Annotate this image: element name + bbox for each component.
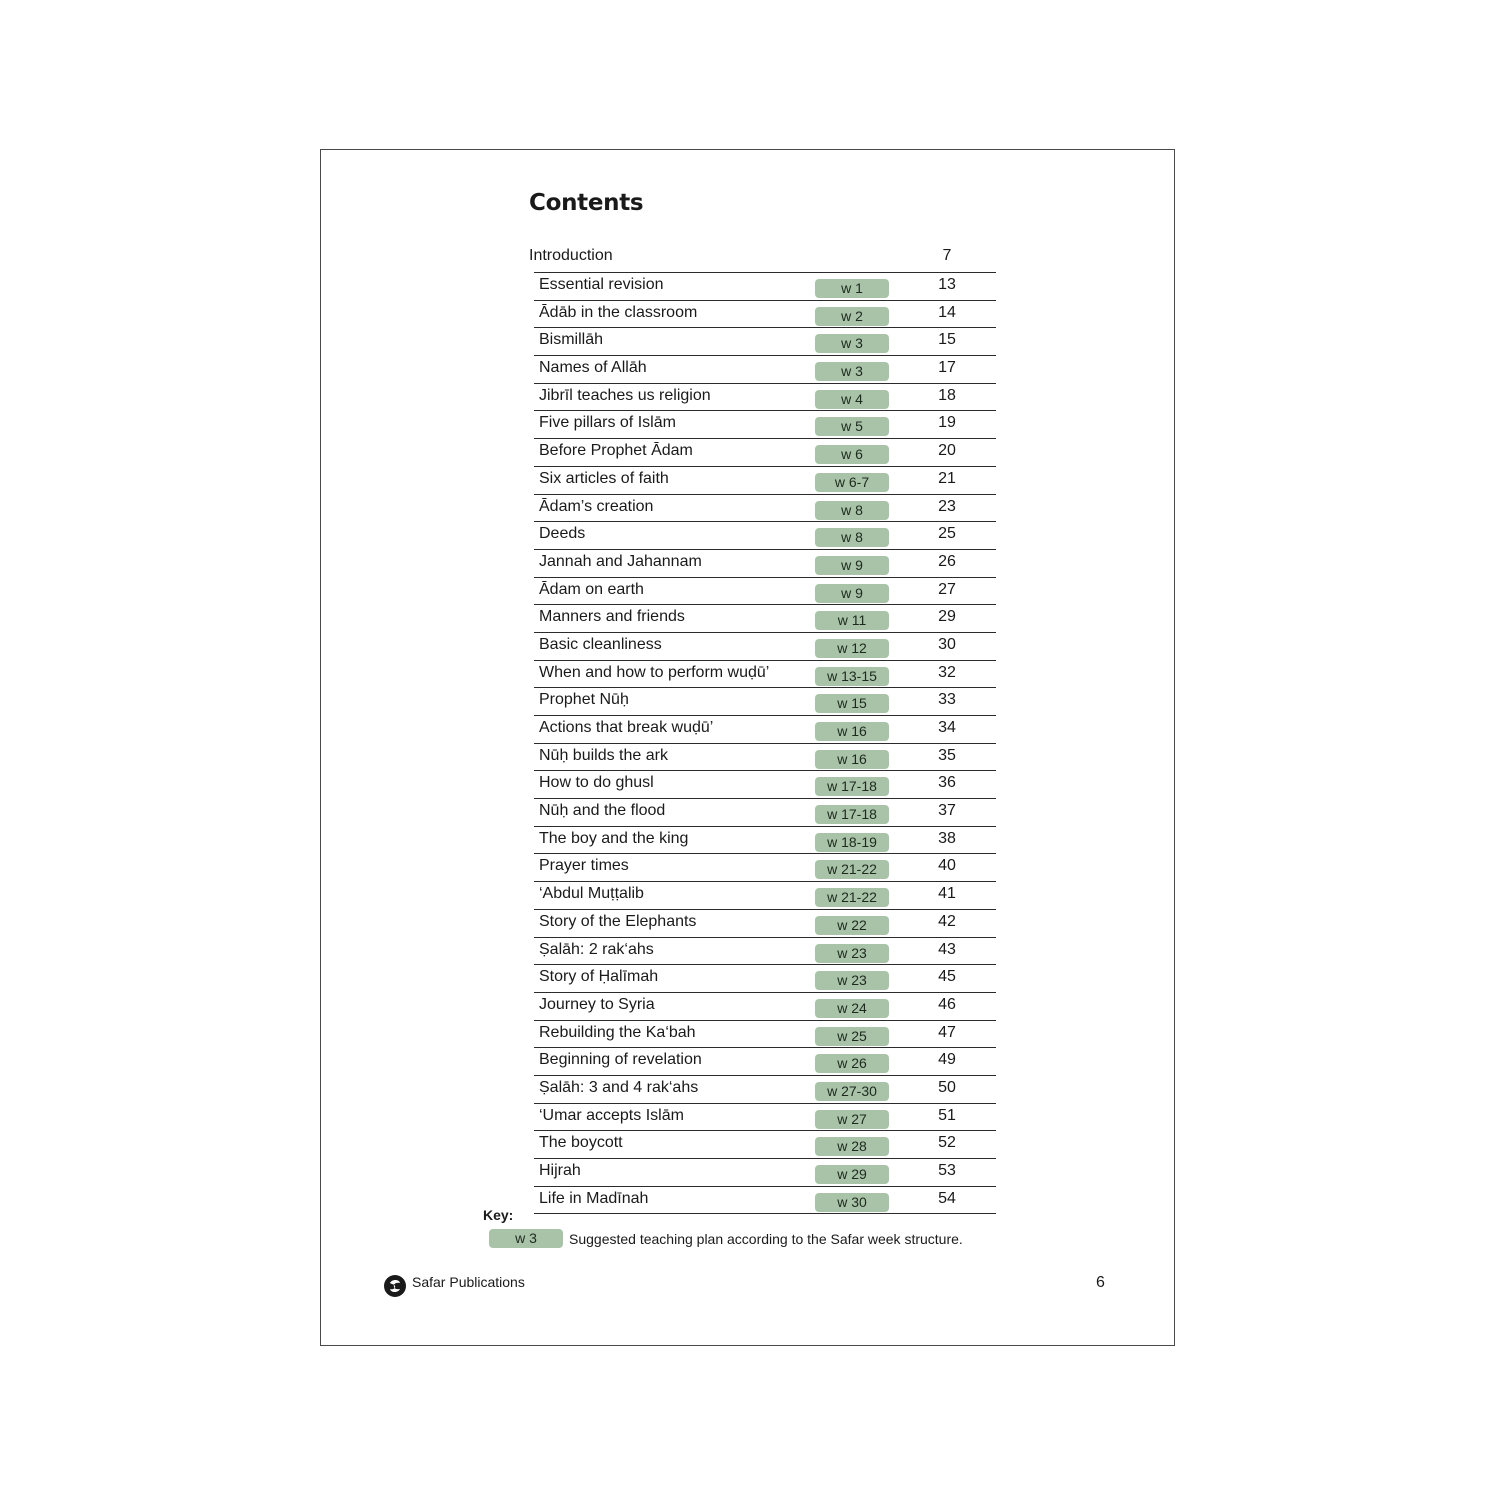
toc-entry bbox=[534, 716, 996, 744]
toc-entry bbox=[534, 1048, 996, 1076]
toc-entry bbox=[534, 1076, 996, 1104]
toc-entry-page: 54 bbox=[938, 1189, 956, 1207]
toc-entry-page: 41 bbox=[938, 885, 956, 903]
toc-entry-page: 17 bbox=[938, 359, 956, 377]
toc-entry-title: Prophet Nūḥ bbox=[539, 691, 629, 709]
week-chip: w 8 bbox=[815, 528, 889, 547]
key-description: Suggested teaching plan according to the Safar week structure. bbox=[569, 1231, 963, 1247]
toc-entry-title: Ādāb in the classroom bbox=[539, 303, 698, 321]
toc-entry-title: How to do ghusl bbox=[539, 774, 654, 792]
toc-entry-title: Names of Allāh bbox=[539, 359, 647, 377]
toc-entry-title: Ādam on earth bbox=[539, 580, 644, 598]
toc-entry bbox=[534, 993, 996, 1021]
toc-entry-page: 45 bbox=[938, 968, 956, 986]
toc-entry-page: 51 bbox=[938, 1106, 956, 1124]
toc-entry-page: 47 bbox=[938, 1023, 956, 1041]
week-chip: w 12 bbox=[815, 639, 889, 658]
toc-entry-title: Beginning of revelation bbox=[539, 1051, 702, 1069]
toc-entry bbox=[534, 771, 996, 799]
page-title: Contents bbox=[529, 190, 644, 216]
toc-entry bbox=[534, 439, 996, 467]
week-chip: w 26 bbox=[815, 1054, 889, 1073]
toc-entry-page: 42 bbox=[938, 912, 956, 930]
toc-entry-page: 36 bbox=[938, 774, 956, 792]
week-chip: w 3 bbox=[815, 362, 889, 381]
week-chip: w 27 bbox=[815, 1110, 889, 1129]
toc-entry-title: Bismillāh bbox=[539, 331, 604, 349]
toc-entry-title: Five pillars of Islām bbox=[539, 414, 676, 432]
toc-entry-title: Nūḥ builds the ark bbox=[539, 746, 668, 764]
week-chip: w 18-19 bbox=[815, 833, 889, 852]
toc-entry-title: Hijrah bbox=[539, 1162, 581, 1179]
week-chip: w 6-7 bbox=[815, 473, 889, 492]
toc-entry-title: Nūḥ and the flood bbox=[539, 802, 666, 820]
toc-entry bbox=[534, 799, 996, 827]
toc-entry bbox=[534, 854, 996, 882]
toc-entry-title: Story of Ḥalīmah bbox=[539, 968, 659, 986]
toc-entry-page: 50 bbox=[938, 1078, 956, 1096]
toc-entry bbox=[534, 882, 996, 910]
week-chip: w 3 bbox=[815, 334, 889, 353]
toc-entry-title: Manners and friends bbox=[539, 608, 685, 626]
week-chip: w 11 bbox=[815, 611, 889, 630]
toc-list bbox=[534, 272, 996, 1214]
toc-entry-page: 46 bbox=[938, 995, 956, 1013]
toc-entry-page: 21 bbox=[938, 469, 956, 487]
toc-entry bbox=[534, 467, 996, 495]
toc-entry-page: 40 bbox=[938, 857, 956, 875]
week-chip: w 27-30 bbox=[815, 1082, 889, 1101]
week-chip: w 21-22 bbox=[815, 860, 889, 879]
toc-entry-page: 26 bbox=[938, 552, 956, 570]
toc-intro-label: Introduction bbox=[529, 247, 613, 264]
toc-entry bbox=[534, 827, 996, 855]
toc-entry bbox=[534, 1021, 996, 1049]
week-chip: w 8 bbox=[815, 501, 889, 520]
week-chip: w 23 bbox=[815, 944, 889, 963]
toc-entry-title: Life in Madīnah bbox=[539, 1189, 649, 1207]
toc-entry bbox=[534, 1159, 996, 1187]
toc-entry-page: 15 bbox=[938, 331, 956, 349]
toc-entry-title: Jannah and Jahannam bbox=[539, 552, 702, 570]
toc-entry-page: 25 bbox=[938, 525, 956, 543]
week-chip: w 6 bbox=[815, 445, 889, 464]
toc-entry bbox=[534, 384, 996, 412]
toc-entry-title: The boycott bbox=[539, 1134, 623, 1152]
week-chip: w 16 bbox=[815, 722, 889, 741]
toc-entry bbox=[534, 661, 996, 689]
toc-entry-title: Story of the Elephants bbox=[539, 912, 697, 930]
toc-entry-page: 27 bbox=[938, 580, 956, 598]
toc-entry-title: The boy and the king bbox=[539, 829, 689, 847]
toc-entry-title: Journey to Syria bbox=[539, 995, 655, 1013]
toc-entry-title: Rebuilding the Ka‘bah bbox=[539, 1023, 696, 1041]
toc-entry-page: 20 bbox=[938, 442, 956, 460]
week-chip: w 23 bbox=[815, 971, 889, 990]
toc-entry-page: 49 bbox=[938, 1051, 956, 1069]
toc-entry-title: Ṣalāh: 2 rak‘ahs bbox=[539, 940, 654, 958]
publisher-name: Safar Publications bbox=[412, 1274, 525, 1290]
toc-entry-title: Jibrīl teaches us religion bbox=[539, 386, 711, 404]
toc-entry bbox=[534, 910, 996, 938]
toc-entry bbox=[534, 301, 996, 329]
week-chip: w 4 bbox=[815, 390, 889, 409]
toc-entry-title: Ṣalāh: 3 and 4 rak‘ahs bbox=[539, 1078, 699, 1096]
week-chip: w 28 bbox=[815, 1137, 889, 1156]
toc-entry bbox=[534, 633, 996, 661]
toc-entry-page: 14 bbox=[938, 303, 956, 321]
toc-entry-page: 37 bbox=[938, 802, 956, 820]
week-chip: w 2 bbox=[815, 307, 889, 326]
week-chip: w 24 bbox=[815, 999, 889, 1018]
toc-entry-page: 33 bbox=[938, 691, 956, 709]
week-chip: w 30 bbox=[815, 1193, 889, 1212]
toc-entry bbox=[534, 550, 996, 578]
toc-entry-title: Basic cleanliness bbox=[539, 635, 662, 653]
toc-entry bbox=[534, 605, 996, 633]
toc-entry bbox=[534, 356, 996, 384]
toc-entry bbox=[534, 1131, 996, 1159]
toc-entry bbox=[534, 522, 996, 550]
toc-entry bbox=[534, 578, 996, 606]
toc-entry bbox=[534, 938, 996, 966]
toc-entry-page: 52 bbox=[938, 1134, 956, 1152]
week-chip: w 9 bbox=[815, 556, 889, 575]
toc-entry-title: ‘Abdul Muṭṭalib bbox=[539, 885, 644, 903]
toc-entry-page: 43 bbox=[938, 940, 956, 958]
week-chip: w 17-18 bbox=[815, 805, 889, 824]
week-chip: w 16 bbox=[815, 750, 889, 769]
toc-intro-row bbox=[529, 246, 997, 272]
toc-entry bbox=[534, 495, 996, 523]
key-label: Key: bbox=[483, 1207, 514, 1223]
page-number: 6 bbox=[1096, 1274, 1105, 1291]
toc-entry-page: 29 bbox=[938, 608, 956, 626]
toc-entry-page: 32 bbox=[938, 663, 956, 681]
week-chip: w 9 bbox=[815, 584, 889, 603]
toc-entry-title: Actions that break wuḍū’ bbox=[539, 719, 714, 736]
toc-entry bbox=[534, 965, 996, 993]
toc-entry-title: When and how to perform wuḍū’ bbox=[539, 663, 770, 681]
safar-logo-icon bbox=[383, 1274, 407, 1298]
week-chip: w 25 bbox=[815, 1027, 889, 1046]
toc-entry-title: Prayer times bbox=[539, 857, 629, 875]
week-chip: w 17-18 bbox=[815, 777, 889, 796]
week-chip: w 21-22 bbox=[815, 888, 889, 907]
toc-entry-page: 53 bbox=[938, 1162, 956, 1179]
week-chip: w 15 bbox=[815, 694, 889, 713]
toc-entry-page: 35 bbox=[938, 746, 956, 764]
toc-entry-page: 18 bbox=[938, 386, 956, 404]
toc-entry-page: 23 bbox=[938, 497, 956, 515]
toc-entry-page: 19 bbox=[938, 414, 956, 432]
toc-entry bbox=[534, 744, 996, 772]
week-chip: w 29 bbox=[815, 1165, 889, 1184]
toc-entry bbox=[534, 411, 996, 439]
toc-entry-title: Essential revision bbox=[539, 276, 664, 293]
toc-intro-page: 7 bbox=[942, 247, 952, 264]
toc-entry-page: 13 bbox=[938, 276, 956, 293]
toc-entry-title: Deeds bbox=[539, 525, 586, 543]
document-page bbox=[320, 149, 1175, 1346]
toc-entry bbox=[534, 273, 996, 301]
week-chip: w 1 bbox=[815, 279, 889, 298]
toc-entry bbox=[534, 1187, 996, 1215]
toc-entry bbox=[534, 328, 996, 356]
toc-entry bbox=[534, 688, 996, 716]
toc-entry-title: Six articles of faith bbox=[539, 469, 669, 487]
toc-entry-title: Ādam’s creation bbox=[539, 497, 654, 515]
toc-entry-title: ‘Umar accepts Islām bbox=[539, 1106, 684, 1124]
toc-entry-page: 34 bbox=[938, 719, 956, 736]
toc-entry bbox=[534, 1104, 996, 1132]
toc-entry-title: Before Prophet Ādam bbox=[539, 442, 693, 460]
week-chip: w 22 bbox=[815, 916, 889, 935]
week-chip: w 5 bbox=[815, 417, 889, 436]
toc-entry-page: 38 bbox=[938, 829, 956, 847]
toc-entry-page: 30 bbox=[938, 635, 956, 653]
key-week-chip: w 3 bbox=[489, 1229, 563, 1248]
week-chip: w 13-15 bbox=[815, 667, 889, 686]
